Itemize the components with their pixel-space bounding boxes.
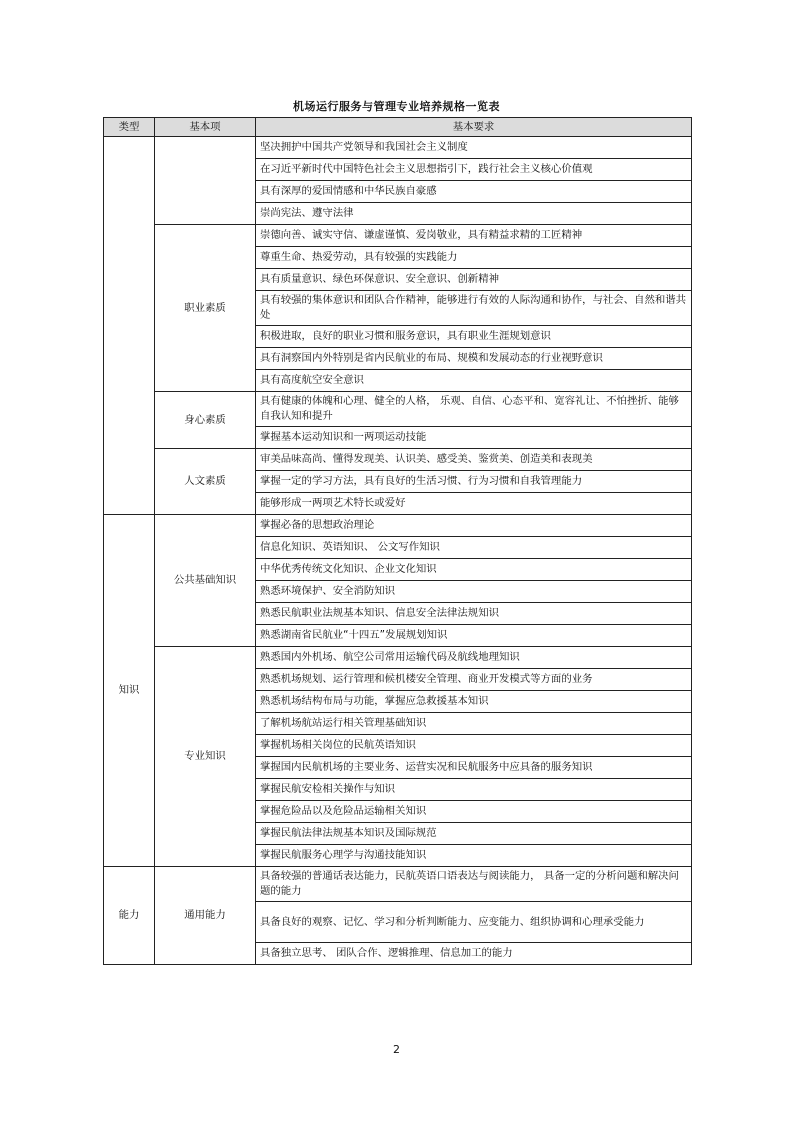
requirement-cell: 具备较强的普通话表达能力，民航英语口语表达与阅读能力， 具备一定的分析问题和解决问题的能力 xyxy=(256,867,692,902)
requirement-cell: 熟悉机场规划、运行管理和候机楼安全管理、商业开发模式等方面的业务 xyxy=(256,669,692,691)
table-row xyxy=(104,225,692,247)
header-basic-item: 基本项 xyxy=(155,118,256,137)
requirement-cell: 具有健康的体魄和心理、健全的人格， 乐观、自信、心态平和、宽容礼让、不怕挫折、能够自我认知和提升 xyxy=(256,392,692,427)
requirement-cell: 审美品味高尚、懂得发现美、认识美、感受美、鉴赏美、创造美和表现美 xyxy=(256,449,692,471)
requirement-cell: 积极进取，良好的职业习惯和服务意识，具有职业生涯规划意识 xyxy=(256,326,692,348)
basic-item-cell: 通用能力 xyxy=(155,867,256,965)
table-row xyxy=(104,449,692,471)
table-row xyxy=(104,392,692,427)
requirement-cell: 崇德向善、诚实守信、谦虚谨慎、爱岗敬业，具有精益求精的工匠精神 xyxy=(256,225,692,247)
requirement-cell: 掌握一定的学习方法，具有良好的生活习惯、行为习惯和自我管理能力 xyxy=(256,471,692,493)
page-title: 机场运行服务与管理专业培养规格一览表 xyxy=(293,100,500,113)
page-number: 2 xyxy=(393,1043,400,1056)
basic-item-cell: 专业知识 xyxy=(155,647,256,867)
requirement-cell: 信息化知识、英语知识、 公文写作知识 xyxy=(256,537,692,559)
category-cell: 知识 xyxy=(104,515,155,867)
requirement-cell: 能够形成一两项艺术特长或爱好 xyxy=(256,493,692,515)
requirement-cell: 掌握必备的思想政治理论 xyxy=(256,515,692,537)
requirement-cell: 具有较强的集体意识和团队合作精神，能够进行有效的人际沟通和协作，与社会、自然和谐共处 xyxy=(256,291,692,326)
requirement-cell: 中华优秀传统文化知识、企业文化知识 xyxy=(256,559,692,581)
requirement-cell: 掌握机场相关岗位的民航英语知识 xyxy=(256,735,692,757)
requirement-cell: 掌握民航服务心理学与沟通技能知识 xyxy=(256,845,692,867)
spec-table xyxy=(103,117,692,965)
basic-item-cell: 公共基础知识 xyxy=(155,515,256,647)
requirement-cell: 掌握国内民航机场的主要业务、运营实况和民航服务中应具备的服务知识 xyxy=(256,757,692,779)
header-type: 类型 xyxy=(104,118,155,137)
requirement-cell: 具有高度航空安全意识 xyxy=(256,370,692,392)
requirement-cell: 具备独立思考、 团队合作、逻辑推理、信息加工的能力 xyxy=(256,943,692,965)
requirement-cell: 坚决拥护中国共产党领导和我国社会主义制度 xyxy=(256,137,692,159)
requirement-cell: 具有深厚的爱国情感和中华民族自豪感 xyxy=(256,181,692,203)
basic-item-cell: 职业素质 xyxy=(155,225,256,392)
requirement-cell: 掌握危险品以及危险品运输相关知识 xyxy=(256,801,692,823)
table-row xyxy=(104,515,692,537)
table-header-row xyxy=(104,118,692,137)
requirement-cell: 熟悉国内外机场、航空公司常用运输代码及航线地理知识 xyxy=(256,647,692,669)
requirement-cell: 尊重生命、热爱劳动，具有较强的实践能力 xyxy=(256,247,692,269)
requirement-cell: 掌握民航法律法规基本知识及国际规范 xyxy=(256,823,692,845)
table-row xyxy=(104,137,692,159)
requirement-cell: 崇尚宪法、遵守法律 xyxy=(256,203,692,225)
requirement-cell: 具有洞察国内外特别是省内民航业的布局、规模和发展动态的行业视野意识 xyxy=(256,348,692,370)
requirement-cell: 掌握民航安检相关操作与知识 xyxy=(256,779,692,801)
requirement-cell: 熟悉环境保护、安全消防知识 xyxy=(256,581,692,603)
requirement-cell: 熟悉民航职业法规基本知识、信息安全法律法规知识 xyxy=(256,603,692,625)
header-requirement: 基本要求 xyxy=(256,118,692,137)
requirement-cell: 在习近平新时代中国特色社会主义思想指引下，践行社会主义核心价值观 xyxy=(256,159,692,181)
basic-item-cell: 身心素质 xyxy=(155,392,256,449)
basic-item-cell xyxy=(155,137,256,225)
table-row xyxy=(104,647,692,669)
requirement-cell: 熟悉机场结构布局与功能，掌握应急救援基本知识 xyxy=(256,691,692,713)
requirement-cell: 熟悉湖南省民航业“十四五”发展规划知识 xyxy=(256,625,692,647)
table-body xyxy=(104,137,692,965)
category-cell: 能力 xyxy=(104,867,155,965)
basic-item-cell: 人文素质 xyxy=(155,449,256,515)
requirement-cell: 具有质量意识、绿色环保意识、安全意识、创新精神 xyxy=(256,269,692,291)
table-row xyxy=(104,867,692,902)
category-cell xyxy=(104,137,155,515)
requirement-cell: 具备良好的观察、记忆、学习和分析判断能力、应变能力、组织协调和心理承受能力 xyxy=(256,902,692,943)
requirement-cell: 了解机场航站运行相关管理基础知识 xyxy=(256,713,692,735)
requirement-cell: 掌握基本运动知识和一两项运动技能 xyxy=(256,427,692,449)
